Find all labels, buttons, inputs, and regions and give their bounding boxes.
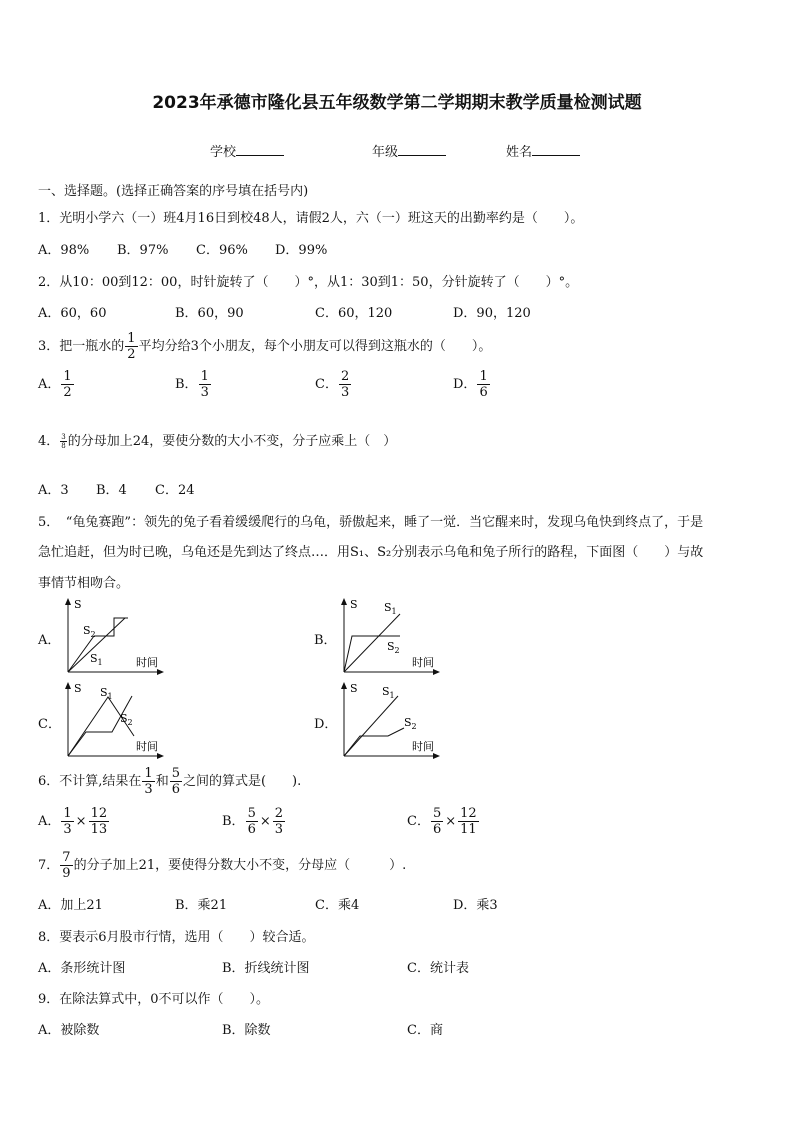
x-arrow bbox=[433, 669, 440, 675]
q3-option-d bbox=[453, 369, 491, 400]
q7-text bbox=[38, 850, 406, 881]
q4-pre: 4． bbox=[38, 434, 60, 449]
q6-a-label: A． bbox=[38, 814, 61, 829]
q9-option-a: A．被除数 bbox=[38, 1023, 100, 1038]
q3-post: 平均分给3个小朋友，每个小朋友可以得到这瓶水的（ ）。 bbox=[138, 339, 492, 354]
q6-b-frac-2 bbox=[273, 806, 285, 837]
s1-label: $S_1$ bbox=[384, 601, 397, 616]
q3-c-fraction bbox=[339, 369, 351, 400]
q4-text bbox=[38, 430, 396, 450]
q3-b-fraction bbox=[199, 369, 211, 400]
q8-option-b: B．折线统计图 bbox=[222, 961, 310, 976]
q7-pre: 7． bbox=[38, 858, 60, 873]
q7-option-c: C．乘4 bbox=[315, 898, 360, 913]
q6-a2-den: 13 bbox=[90, 822, 108, 837]
q2-option-b: B．60，90 bbox=[175, 306, 244, 321]
q3-frac-denominator: 2 bbox=[127, 347, 136, 362]
grade-label: 年级 bbox=[372, 145, 399, 160]
s2-label: $S_2$ bbox=[120, 712, 133, 727]
q4-num: 3 bbox=[61, 433, 66, 441]
axis-x-label: 时间 bbox=[136, 740, 158, 753]
q7-num: 7 bbox=[62, 850, 71, 865]
q6-c-frac-2 bbox=[458, 806, 479, 837]
q6-c-label: C． bbox=[407, 814, 430, 829]
section-heading: 一、选择题。(选择正确答案的序号填在括号内) bbox=[38, 184, 309, 199]
y-arrow bbox=[341, 682, 347, 689]
q4-den: 8 bbox=[61, 442, 66, 450]
y-arrow bbox=[65, 682, 71, 689]
q1-option-a: A．98% bbox=[38, 243, 90, 258]
q6-c-frac-1 bbox=[431, 806, 443, 837]
q5-graph-a bbox=[60, 596, 170, 676]
q6-f2-num: 5 bbox=[171, 766, 180, 781]
q1-option-b: B．97% bbox=[117, 243, 169, 258]
y-arrow bbox=[65, 598, 71, 605]
q3-a-num: 1 bbox=[63, 369, 72, 384]
s2-line bbox=[68, 696, 132, 756]
q3-fraction bbox=[125, 331, 137, 362]
q3-a-label: A． bbox=[38, 377, 61, 392]
axis-y-label: S bbox=[350, 598, 358, 611]
name-blank bbox=[532, 143, 580, 156]
q6-a1-den: 3 bbox=[63, 822, 72, 837]
q2-text: 2．从10：00到12：00，时针旋转了（ ）°，从1：30到1：50，分针旋转了（ ）°。 bbox=[38, 275, 579, 290]
q5-graph-b bbox=[336, 596, 446, 676]
q6-mid: 和 bbox=[155, 774, 169, 789]
q6-b-times: × bbox=[259, 814, 271, 829]
q3-a-den: 2 bbox=[63, 385, 72, 400]
q3-b-den: 3 bbox=[200, 385, 209, 400]
s1-label: $S_1$ bbox=[90, 652, 103, 667]
q3-c-label: C． bbox=[315, 377, 338, 392]
q7-option-d: D．乘3 bbox=[453, 898, 498, 913]
q5-graph-c bbox=[60, 680, 170, 760]
q4-option-b: B．4 bbox=[96, 483, 127, 498]
q5-line2: 急忙追赶，但为时已晚，乌龟还是先到达了终点…．用S₁、S₂分别表示乌龟和兔子所行的路程，下面图（ ）与故 bbox=[38, 545, 704, 560]
q3-option-c bbox=[315, 369, 352, 400]
q6-c-times: × bbox=[445, 814, 457, 829]
q8-option-a: A．条形统计图 bbox=[38, 961, 126, 976]
q5-graph-d bbox=[336, 680, 446, 760]
q4-fraction bbox=[60, 433, 66, 450]
q6-c1-num: 5 bbox=[432, 806, 442, 821]
q6-f2-den: 6 bbox=[171, 782, 180, 797]
name-field bbox=[506, 141, 580, 160]
school-blank bbox=[236, 143, 284, 156]
q6-a-frac-1 bbox=[61, 806, 73, 837]
q6-a2-num: 12 bbox=[90, 806, 108, 821]
q2-option-d: D．90，120 bbox=[453, 306, 531, 321]
s1-label: $S_1$ bbox=[100, 686, 113, 701]
q3-d-den: 6 bbox=[479, 385, 488, 400]
s1-line bbox=[68, 697, 134, 756]
q7-option-a: A．加上21 bbox=[38, 898, 103, 913]
q6-b-label: B． bbox=[222, 814, 245, 829]
q3-option-b bbox=[175, 369, 212, 400]
axis-y-label: S bbox=[350, 682, 358, 695]
q8-option-c: C．统计表 bbox=[407, 961, 469, 976]
q6-c2-den: 11 bbox=[460, 822, 477, 837]
q7-fraction bbox=[60, 850, 72, 881]
x-arrow bbox=[433, 753, 440, 759]
s2-label: $S_2$ bbox=[404, 716, 417, 731]
q6-b2-den: 3 bbox=[274, 822, 284, 837]
q6-a-times: × bbox=[75, 814, 87, 829]
s2-label: $S_2$ bbox=[387, 640, 400, 655]
q5-line1: 5． “龟兔赛跑”：领先的兔子看着缓缓爬行的乌龟，骄傲起来，睡了一觉．当它醒来时，发现乌龟快到终点了，于是 bbox=[38, 515, 704, 530]
q8-text: 8．要表示6月股市行情，选用（ ）较合适。 bbox=[38, 930, 315, 945]
q3-d-num: 1 bbox=[479, 369, 488, 384]
y-arrow bbox=[341, 598, 347, 605]
q3-text bbox=[38, 331, 491, 362]
q6-option-b bbox=[222, 806, 286, 837]
q4-post: 的分母加上24，要使分数的大小不变，分子应乘上（ ） bbox=[67, 434, 397, 449]
q6-f1-den: 3 bbox=[144, 782, 153, 797]
school-field bbox=[210, 141, 284, 160]
q5-option-c: C． bbox=[38, 717, 61, 732]
q6-c1-den: 6 bbox=[432, 822, 442, 837]
q3-b-label: B． bbox=[175, 377, 198, 392]
q6-a-frac-2 bbox=[89, 806, 110, 837]
q6-b2-num: 2 bbox=[274, 806, 284, 821]
q6-b1-num: 5 bbox=[247, 806, 256, 821]
q6-frac-1 bbox=[142, 766, 154, 797]
q5-line3: 事情节相吻合。 bbox=[38, 576, 130, 591]
q7-den: 9 bbox=[62, 866, 71, 881]
q6-f1-num: 1 bbox=[144, 766, 153, 781]
q1-option-c: C．96% bbox=[196, 243, 248, 258]
q5-option-a: A． bbox=[38, 633, 61, 648]
q9-option-b: B．除数 bbox=[222, 1023, 271, 1038]
q5-option-b: B． bbox=[314, 633, 337, 648]
q6-frac-2 bbox=[170, 766, 182, 797]
q3-a-fraction bbox=[61, 369, 73, 400]
q2-option-c: C．60，120 bbox=[315, 306, 393, 321]
q7-option-b: B．乘21 bbox=[175, 898, 228, 913]
q3-d-fraction bbox=[477, 369, 489, 400]
grade-blank bbox=[398, 143, 446, 156]
q3-frac-numerator: 1 bbox=[127, 331, 136, 346]
q3-c-den: 3 bbox=[340, 385, 350, 400]
q3-b-num: 1 bbox=[200, 369, 209, 384]
q4-option-c: C．24 bbox=[155, 483, 195, 498]
axis-y-label: S bbox=[74, 682, 82, 695]
grade-field bbox=[372, 141, 446, 160]
x-arrow bbox=[157, 669, 164, 675]
q3-c-num: 2 bbox=[340, 369, 350, 384]
q4-option-a: A．3 bbox=[38, 483, 69, 498]
q6-a1-num: 1 bbox=[63, 806, 72, 821]
q6-c2-num: 12 bbox=[460, 806, 477, 821]
q1-option-d: D．99% bbox=[275, 243, 328, 258]
s2-line bbox=[344, 728, 404, 756]
q9-text: 9．在除法算式中，0不可以作（ ）。 bbox=[38, 992, 270, 1007]
q6-option-a bbox=[38, 806, 110, 837]
axis-x-label: 时间 bbox=[136, 656, 158, 669]
q2-option-a: A．60，60 bbox=[38, 306, 107, 321]
q3-option-a bbox=[38, 369, 75, 400]
q7-post: 的分子加上21，要使得分数大小不变，分母应（ ）. bbox=[73, 858, 407, 873]
q5-option-d: D． bbox=[314, 717, 338, 732]
q6-pre: 6．不计算,结果在 bbox=[38, 774, 142, 789]
q6-text bbox=[38, 766, 301, 797]
q3-pre: 3．把一瓶水的 bbox=[38, 339, 125, 354]
x-arrow bbox=[157, 753, 164, 759]
q1-text: 1．光明小学六（一）班4月16日到校48人，请假2人，六（一）班这天的出勤率约是（ ）。 bbox=[38, 211, 584, 226]
s2-label: $S_2$ bbox=[83, 624, 96, 639]
school-label: 学校 bbox=[210, 145, 237, 160]
axis-x-label: 时间 bbox=[412, 740, 434, 753]
q6-post: 之间的算式是( ). bbox=[182, 774, 302, 789]
s1-label: $S_1$ bbox=[382, 685, 395, 700]
page-title: 2023年承德市隆化县五年级数学第二学期期末教学质量检测试题 bbox=[152, 93, 642, 113]
q9-option-c: C．商 bbox=[407, 1023, 443, 1038]
axis-x-label: 时间 bbox=[412, 656, 434, 669]
q6-b1-den: 6 bbox=[247, 822, 256, 837]
q6-b-frac-1 bbox=[246, 806, 258, 837]
q3-d-label: D． bbox=[453, 377, 477, 392]
q6-option-c bbox=[407, 806, 480, 837]
name-label: 姓名 bbox=[506, 145, 533, 160]
axis-y-label: S bbox=[74, 598, 82, 611]
s1-line bbox=[344, 696, 398, 756]
